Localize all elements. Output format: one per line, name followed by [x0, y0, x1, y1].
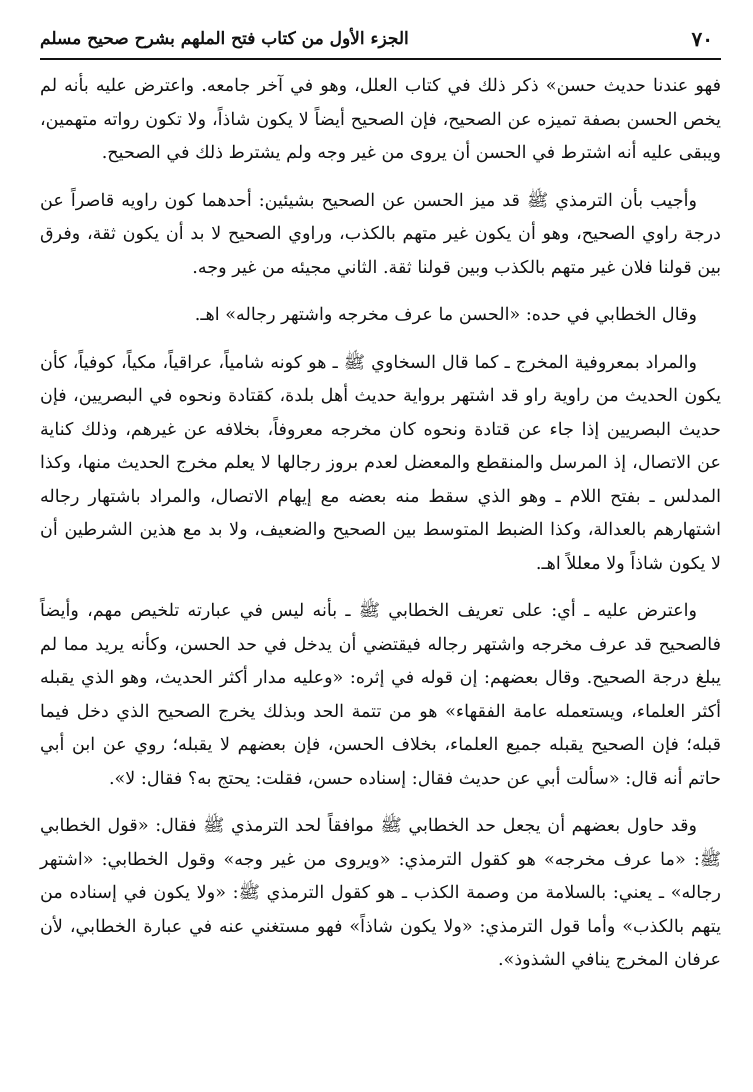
running-title: الجزء الأول من كتاب فتح الملهم بشرح صحيح مسلم: [40, 29, 409, 49]
paragraph-3: وقال الخطابي في حده: «الحسن ما عرف مخرجه واشتهر رجاله» اهـ.: [194, 305, 697, 325]
paragraph-2: وأجيب بأن الترمذي ﷺ قد ميز الحسن عن الصحيح بشيئين: أحدهما كون راويه قاصراً عن درجة راوي الصحيح، وهو أن يكون غير متهم بالكذب، وراوي الصحيح لا بد أن يكون ثقة، وفرق بين قولنا فلان غير متهم بالكذب وبين قولنا ثقة. الثاني مجيئه من غير وجه.: [40, 190, 721, 278]
paragraph-6: وقد حاول بعضهم أن يجعل حد الخطابي ﷺ موافقاً لحد الترمذي ﷺ فقال: «قول الخطابي ﷺ: «ما عرف مخرجه» هو كقول الترمذي: «ويروى من غير وجه» وقول الخطابي: «اشتهر رجاله» ـ يعني: بالسلامة من وصمة الكذب ـ هو كقول الترمذي ﷺ: «ولا يكون في إسناده من يتهم بالكذب» وأما قول الترمذي: «ولا يكون شاذاً» فهو مستغني عنه في عبارة الخطابي، لأن عرفان المخرج ينافي الشذوذ».: [40, 816, 721, 970]
page-header: [40, 0, 721, 60]
paragraph-5: واعترض عليه ـ أي: على تعريف الخطابي ﷺ ـ بأنه ليس في عبارته تلخيص مهم، وأيضاً فالصحيح قد عرف مخرجه واشتهر رجاله فيقتضي أن يدخل في حد الحسن، وكأنه يريد مما لم يبلغ درجة الصحيح. وقال بعضهم: إن قوله في إثره: «وعليه مدار أكثر الحديث، وهو الذي يقبله أكثر العلماء، ويستعمله عامة الفقهاء» هو من تتمة الحد وبذلك يخرج الصحيح الذي دخل فيما قبله؛ فإن الصحيح يقبله جميع العلماء، بخلاف الحسن، فإن بعضهم لا يقبله؛ روي عن ابن أبي حاتم أنه قال: «سألت أبي عن حديث فقال: إسناده حسن، فقلت: يحتج به؟ فقال: لا».: [40, 601, 721, 789]
paragraph-4: والمراد بمعروفية المخرج ـ كما قال السخاوي ﷺ ـ هو كونه شامياً، عراقياً، مكياً، كوفياً، كأن يكون الحديث من راوية راو قد اشتهر برواية حديث أهل بلدة، كقتادة ونحوه في البصريين، فإن حديث البصريين إذا جاء عن قتادة ونحوه كان مخرجه معروفاً، بخلافه عن غيرهم، وذلك كناية عن الاتصال، إذ المرسل والمنقطع والمعضل لعدم بروز رجالها لا يعلم مخرج الحديث منها، وكذا المدلس ـ بفتح اللام ـ وهو الذي سقط منه بعضه مع إيهام الاتصال، والمراد باشتهار رجاله اشتهارهم بالعدالة، وكذا الضبط المتوسط بين الصحيح والضعيف، ولا بد مع هذين الشرطين أن لا يكون شاذاً ولا معللاً اهـ.: [40, 352, 721, 574]
page-body: [40, 60, 721, 978]
paragraph-1: فهو عندنا حديث حسن» ذكر ذلك في كتاب العلل، وهو في آخر جامعه. واعترض عليه بأنه لم يخص الحسن بصفة تميزه عن الصحيح، فإن الصحيح أيضاً لا يكون شاذاً، ولا تكون رواته متهمين، ويبقى عليه أنه اشترط في الحسن أن يروى من غير وجه ولم يشترط ذلك في الصحيح.: [40, 76, 721, 163]
page-number: ٧٠: [691, 27, 713, 51]
